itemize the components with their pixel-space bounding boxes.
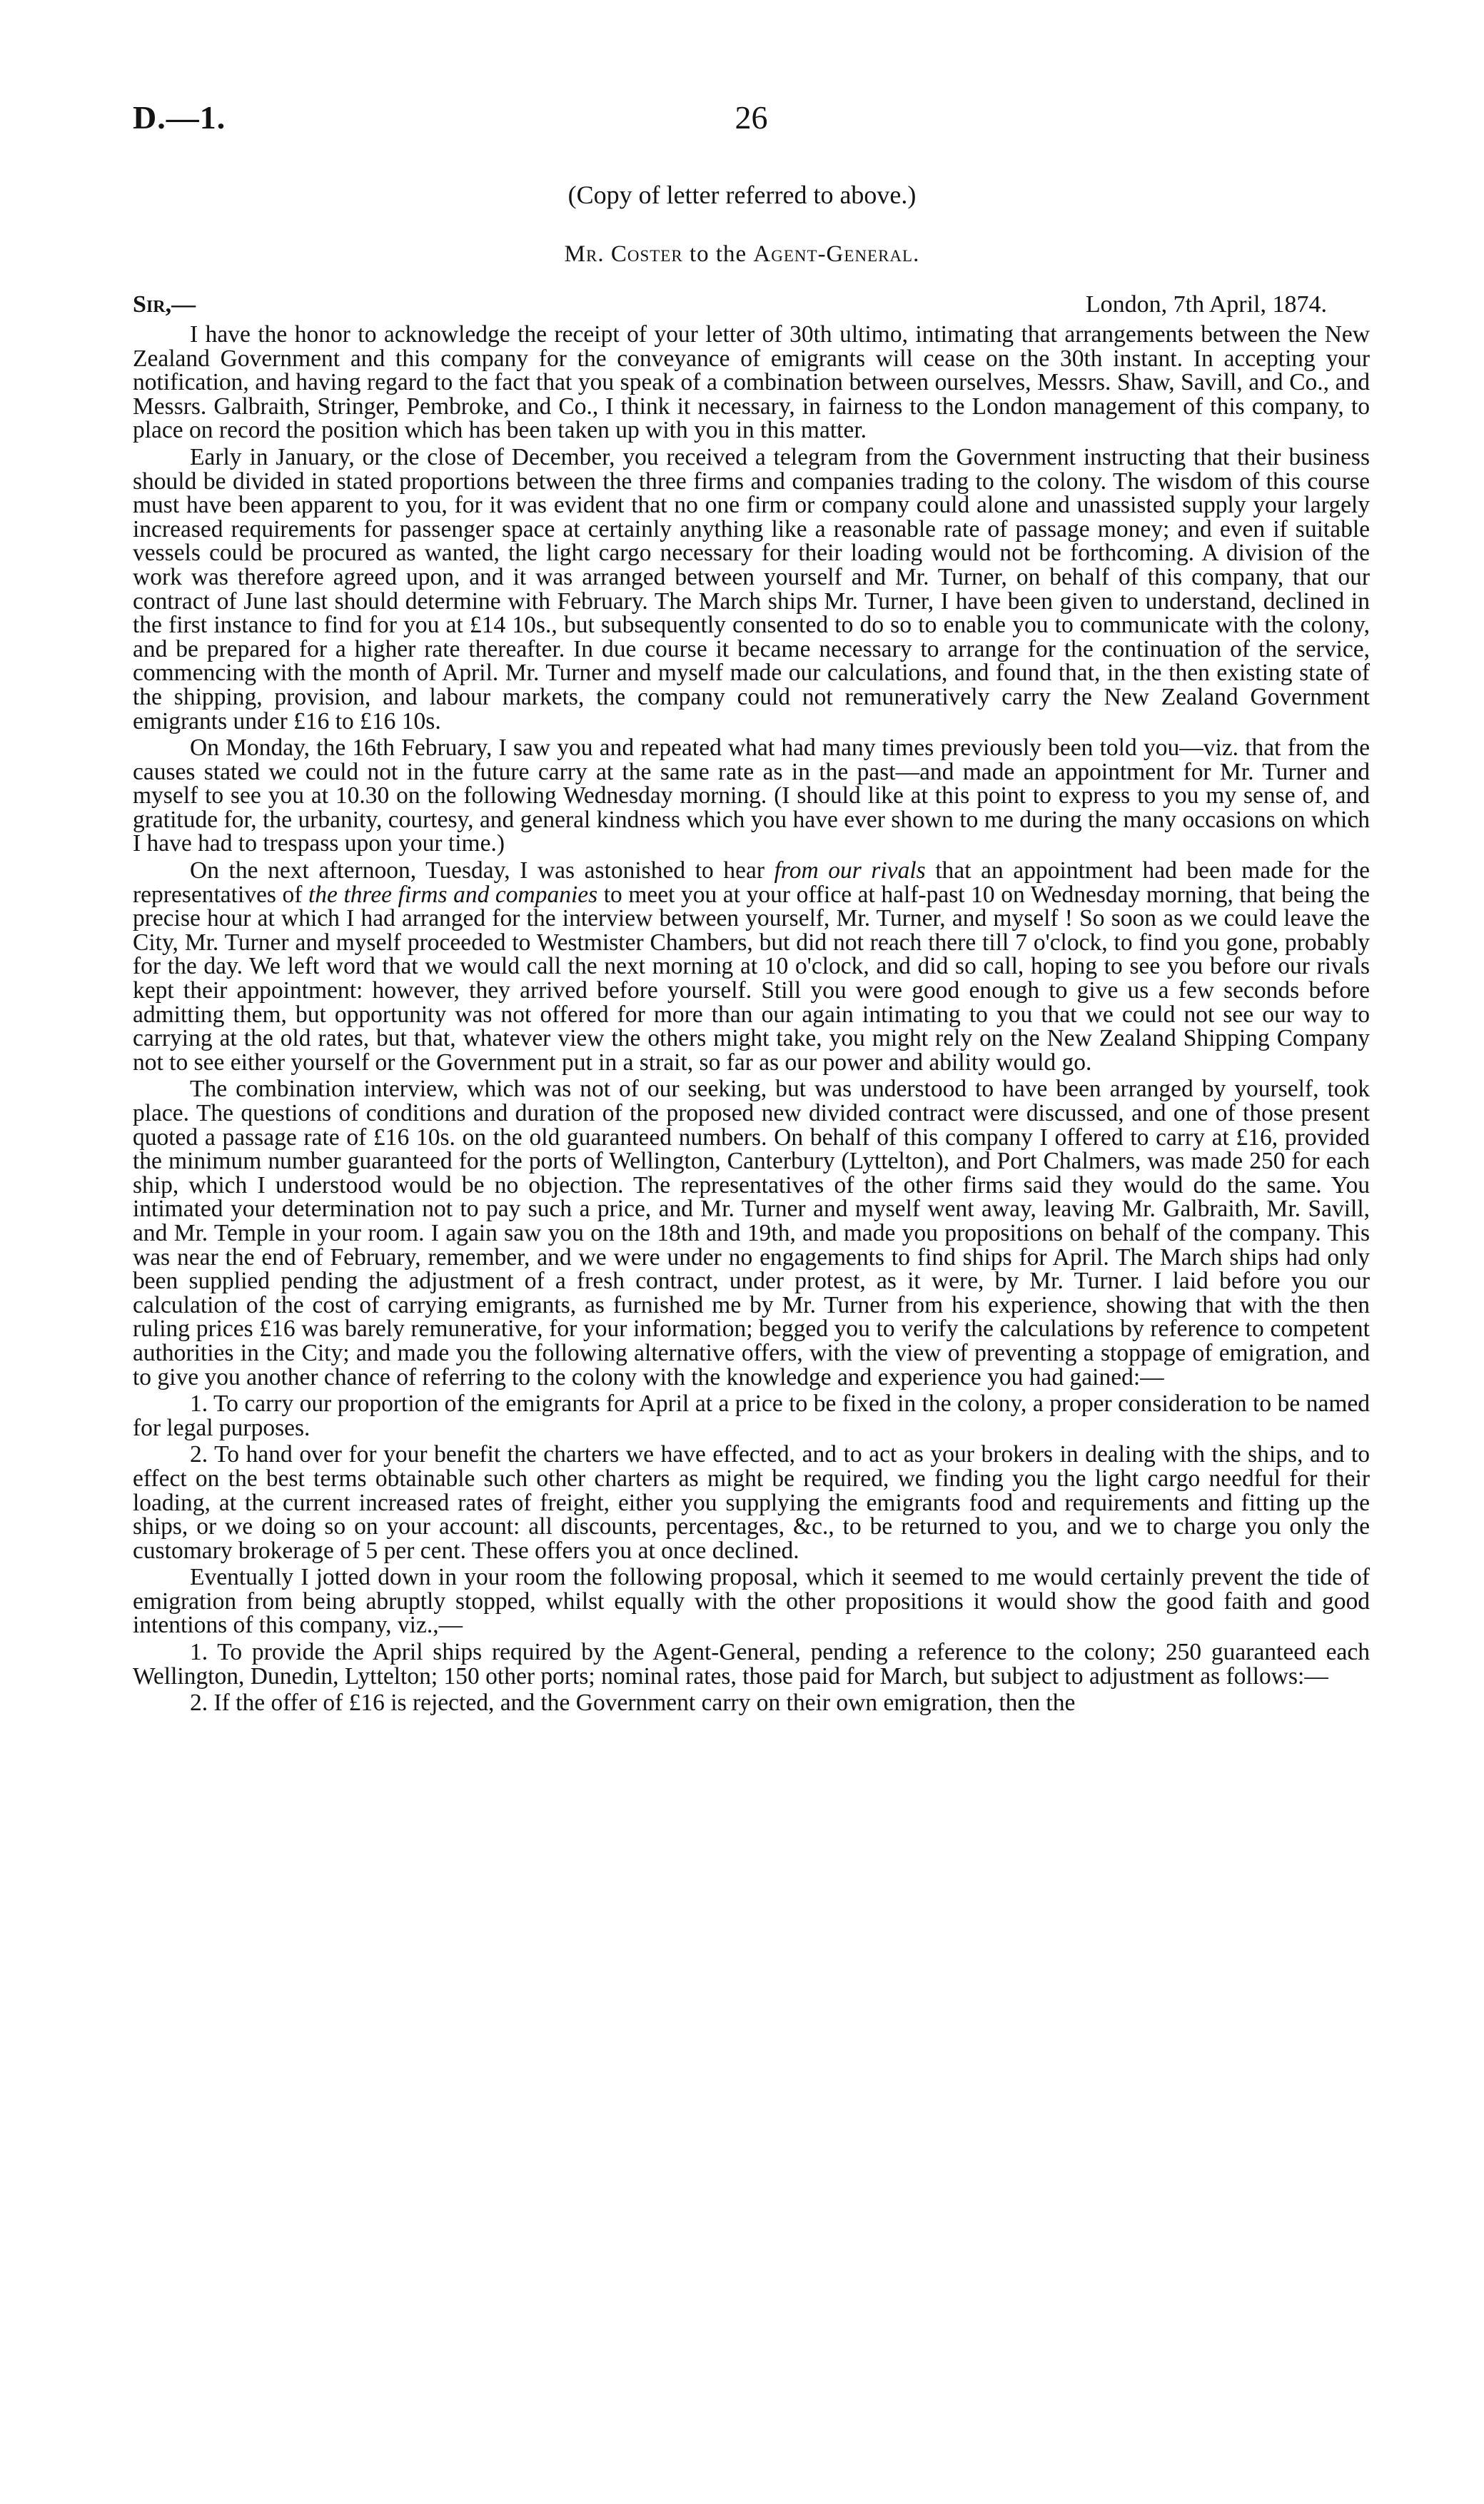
paragraph-text: to meet you at your office at half-past 10 on Wednesday morning, that being the precise hour at which I had arranged for the interview between yourself, Mr. Turner, and myself ! So soon as we could leave the City, Mr. Turner and myself proceeded to Westmister Chambers, but did not reach there till 7 o'clock, to find you gone, probably for the day. We left word that we would call the next morning at 10 o'clock, and did so call, hoping to see you before our rivals kept their appointment: however, they arrived before yourself. Still you were good enough to give us a few seconds before admitting them, but opportunity was not offered for more than our again intimating to you that we could not see our way to carrying at the old rates, but that, whatever view the others might take, you might rely on the New Zealand Shipping Company not to see either yourself or the Government put in a strait, so far as our power and ability would go. [133,881,1371,1076]
paragraph-text: On the next afternoon, Tuesday, I was astonished to hear [190,857,764,884]
title-from: Mr. Coster [564,241,683,267]
paragraph: The combination interview, which was not of our seeking, but was understood to have been arranged by yourself, took place. The questions of conditions and duration of the proposed new divided contract were discussed, and one of those present quoted a passage rate of £16 10s. on the old guaranteed numbers. On behalf of this company I offered to carry at £16, provided the minimum number guaranteed for the ports of Wellington, Canterbury (Lyttelton), and Port Chalmers, was made 250 for each ship, which I understood would be no objection. The representatives of the other firms said they would do the same. You intimated your determination not to pay such a price, and Mr. Turner and myself went away, leaving Mr. Galbraith, Mr. Savill, and Mr. Temple in your room. I again saw you on the 18th and 19th, and made you propositions on behalf of the company. This was near the end of February, remember, and we were under no engagements to find ships for April. The March ships had only been supplied pending the adjustment of a fresh contract, under protest, as it were, by Mr. Turner. I laid before you our calculation of the cost of carrying emigrants, as furnished me by Mr. Turner from his experience, showing that with the then ruling prices £16 was barely remunerative, for your information; begged you to verify the calculations by reference to competent authorities in the City; and made you the following alternative offers, with the view of preventing a stoppage of emigration, and to give you another chance of referring to the colony with the knowledge and experience you had gained:— [133,1076,1370,1390]
paragraph [133,859,1370,1074]
document-reference: D.—1. [133,99,226,136]
letter-body [133,323,1370,1718]
page-header [133,99,1370,148]
title-to: Agent-General. [753,241,920,267]
numbered-paragraph: 2. If the offer of £16 is rejected, and the Government carry on their own emigration, then the [190,1690,1076,1717]
paragraph-text: that an appointment had been made for the representatives of [133,857,1371,908]
emphasis-text: from our rivals [774,857,926,884]
title-connector: to the [689,241,747,267]
paragraph: On Monday, the 16th February, I saw you and repeated what had many times previously been told you—viz. that from the causes stated we could not in the future carry at the same rate as in the past—and made an appointment for Mr. Turner and myself to see you at 10.30 on the following Wednesday morning. (I should like at this point to express to you my sense of, and gratitude for, the urbanity, courtesy, and general kindness which you have ever shown to me during the many occasions on which I have had to trespass upon your time.) [133,734,1370,857]
letter-title [0,241,1484,268]
emphasis-text: the three firms and companies [308,881,598,908]
paragraph: Early in January, or the close of December, you received a telegram from the Government instructing that their business should be divided in stated proportions between the three firms and companies trading to the colony. The wisdom of this course must have been apparent to you, for it was evident that no one firm or company could alone and unassisted supply your largely increased requirements for passenger space at certainly anything like a reasonable rate of passage money; and even if suitable vessels could be procured as wanted, the light cargo necessary for their loading would not be forthcoming. A division of the work was therefore agreed upon, and it was arranged between yourself and Mr. Turner, on behalf of this company, that our contract of June last should determine with February. The March ships Mr. Turner, I have been given to understand, declined in the first instance to find for you at £14 10s., but subsequently consented to do so to enable you to communicate with the colony, and be prepared for a higher rate thereafter. In due course it became necessary to arrange for the continuation of the service, commencing with the month of April. Mr. Turner and myself made our calculations, and found that, in the then existing state of the shipping, provision, and labour markets, the company could not remuneratively carry the New Zealand Government emigrants under £16 to £16 10s. [133,443,1370,734]
numbered-paragraph: 1. To provide the April ships required by the Agent-General, pending a reference to the colony; 250 guaranteed each Wellington, Dunedin, Lyttelton; 150 other ports; nominal rates, those paid for March, but subject to adjustment as follows:— [133,1639,1370,1690]
numbered-paragraph: 1. To carry our proportion of the emigrants for April at a price to be fixed in the colony, a proper consideration to be named for legal purposes. [133,1390,1370,1441]
paragraph: I have the honor to acknowledge the receipt of your letter of 30th ultimo, intimating that arrangements between the New Zealand Government and this company for the conveyance of emigrants will cease on the 30th instant. In accepting your notification, and having regard to the fact that you speak of a combination between ourselves, Messrs. Shaw, Savill, and Co., and Messrs. Galbraith, Stringer, Pembroke, and Co., I think it necessary, in fairness to the London management of this company, to place on record the position which has been taken up with you in this matter. [133,321,1370,444]
salutation: Sir,— [133,291,196,318]
numbered-paragraph: 2. To hand over for your benefit the charters we have effected, and to act as your brokers in dealing with the ships, and to effect on the best terms obtainable such other charters as might be required, we finding you the light cargo needful for their loading, at the current increased rates of freight, either you supplying the emigrants food and requirements and fitting up the ships, or we doing so on your account: all discounts, percentages, &c., to be returned to you, and we to charge you only the customary brokerage of 5 per cent. These offers you at once declined. [133,1441,1370,1564]
salutation-row [133,291,1370,323]
paragraph: Eventually I jotted down in your room the following proposal, which it seemed to me would certainly prevent the tide of emigration from being abruptly stopped, whilst equally with the other propositions it would show the good faith and good intentions of this company, viz.,— [133,1564,1370,1639]
page-number: 26 [735,99,768,136]
letter-caption: (Copy of letter referred to above.) [567,181,917,209]
dateline: London, 7th April, 1874. [1085,291,1327,318]
